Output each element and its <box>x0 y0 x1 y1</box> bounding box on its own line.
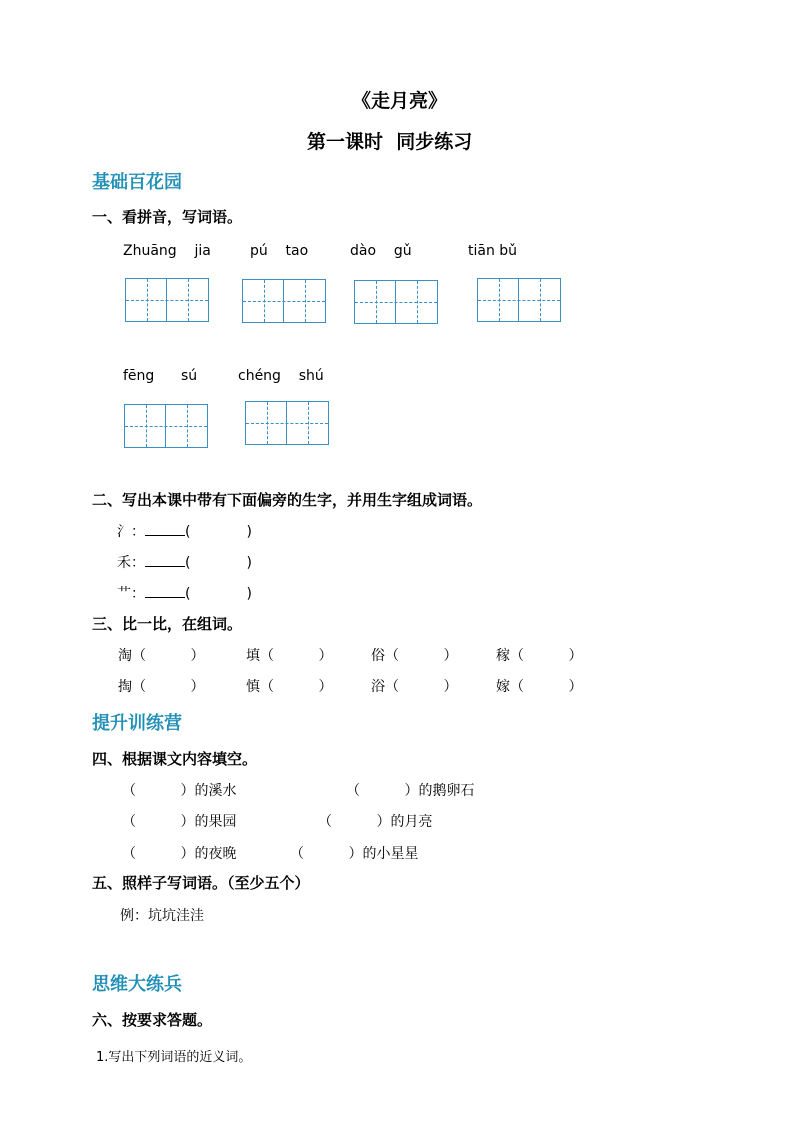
answer-blank[interactable] <box>145 523 185 536</box>
fill-item[interactable]: （ ）的鹅卵石 <box>346 783 475 799</box>
section-heading-basic: 基础百花园 <box>92 172 182 193</box>
pinyin-label: dào gǔ <box>350 243 412 259</box>
fill-item[interactable]: （ ）的果园 <box>122 814 237 830</box>
question-3-title: 三、比一比，在组词。 <box>92 615 243 633</box>
question-5-title: 五、照样子写词语。（至少五个） <box>92 874 310 892</box>
radical-row <box>117 521 252 541</box>
compare-item[interactable]: 慎（ ） <box>246 679 333 695</box>
fill-item[interactable]: （ ）的小星星 <box>290 846 419 862</box>
question-6-title: 六、按要求答题。 <box>92 1011 213 1029</box>
answer-blank[interactable] <box>145 585 185 598</box>
close-paren: ) <box>246 524 252 540</box>
fill-item[interactable]: （ ）的月亮 <box>318 814 433 830</box>
close-paren: ) <box>246 586 252 602</box>
page-subtitle: 第一课时 同步练习 <box>307 131 473 153</box>
compare-item[interactable]: 稼（ ） <box>496 648 583 664</box>
compare-item[interactable]: 填（ ） <box>246 648 333 664</box>
section-heading-advanced: 提升训练营 <box>92 713 182 734</box>
fill-item[interactable]: （ ）的夜晚 <box>122 846 237 862</box>
compare-item[interactable]: 掏（ ） <box>118 679 205 695</box>
writing-grid[interactable] <box>242 279 326 323</box>
question-6-sub-1: 1.写出下列词语的近义词。 <box>96 1050 252 1065</box>
answer-blank[interactable] <box>145 554 185 567</box>
writing-grid[interactable] <box>354 280 438 324</box>
radical-label: 艹： <box>117 586 145 602</box>
writing-grid[interactable] <box>477 278 561 322</box>
open-paren: ( <box>185 555 191 571</box>
compare-item[interactable]: 浴（ ） <box>371 679 458 695</box>
compare-item[interactable]: 俗（ ） <box>371 648 458 664</box>
pinyin-label: tiān bǔ <box>468 243 518 259</box>
close-paren: ) <box>246 555 252 571</box>
pinyin-label: Zhuāng jia <box>123 243 211 259</box>
compare-item[interactable]: 淘（ ） <box>118 648 205 664</box>
page-title: 《走月亮》 <box>352 90 448 112</box>
radical-row <box>117 552 252 572</box>
question-2-title: 二、写出本课中带有下面偏旁的生字，并用生字组成词语。 <box>92 491 483 509</box>
pinyin-label: chéng shú <box>238 368 324 384</box>
example-text: 例：坑坑洼洼 <box>120 908 204 924</box>
fill-item[interactable]: （ ）的溪水 <box>122 783 237 799</box>
radical-label: 禾： <box>117 555 145 571</box>
compare-item[interactable]: 嫁（ ） <box>496 679 583 695</box>
section-heading-thinking: 思维大练兵 <box>92 974 182 995</box>
question-1-title: 一、看拼音，写词语。 <box>92 208 243 226</box>
writing-grid[interactable] <box>124 404 208 448</box>
open-paren: ( <box>185 586 191 602</box>
writing-grid[interactable] <box>245 401 329 445</box>
pinyin-label: fēng sú <box>123 368 198 384</box>
open-paren: ( <box>185 524 191 540</box>
question-4-title: 四、根据课文内容填空。 <box>92 750 258 768</box>
pinyin-label: pú tao <box>250 243 309 259</box>
writing-grid[interactable] <box>125 278 209 322</box>
radical-label: 氵： <box>117 524 145 540</box>
radical-row <box>117 583 252 603</box>
